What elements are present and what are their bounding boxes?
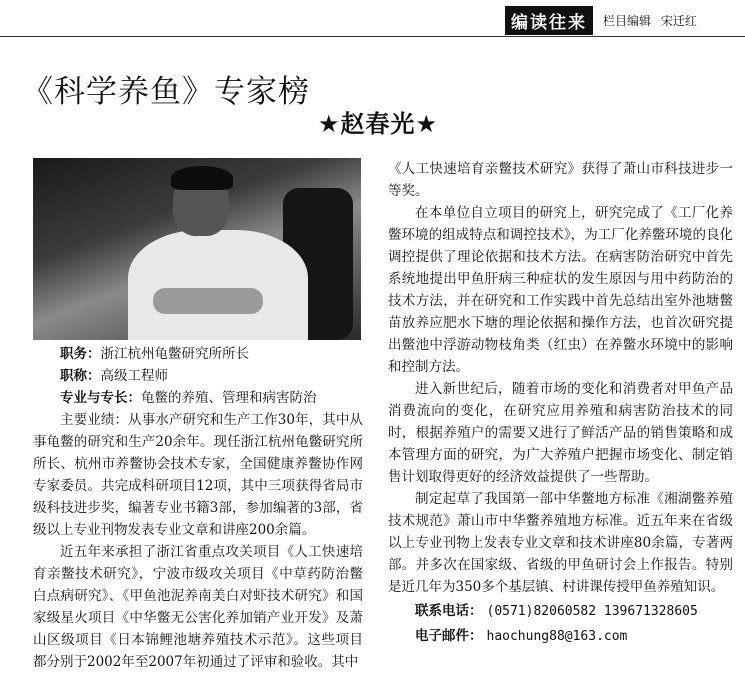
column-name: 编读往来 xyxy=(511,12,587,33)
body-paragraph: 制定起草了我国第一部中华鳖地方标准《湘湖鳖养殖技术规范》萧山市中华鳖养殖地方标准。近五年来在省级以上专业刊物上发表专业文章和技术讲座80余篇，专著两部。并多次在国家级、省级的甲鱼研讨会上作报告。特别是近几年为350多个基层镇、村讲课传授甲鱼养殖知识。 xyxy=(388,491,733,595)
photo-hair xyxy=(171,166,233,190)
right-column xyxy=(388,158,733,648)
position-value: 浙江杭州龟鳖研究所所长 xyxy=(100,346,249,362)
editor-credit xyxy=(603,12,697,29)
expert-name: ★赵春光★ xyxy=(318,110,439,138)
editor-name: 宋迁红 xyxy=(660,13,697,28)
column-header xyxy=(505,6,697,34)
body-paragraph: 主要业绩：从事水产研究和生产工作30年，其中从事龟鳖的研究和生产20余年。现任浙江杭州龟鳖研究所所长、杭州市养鳖协会技术专家，全国健康养鳖协作网专家委员。共完成科研项目12项，其中三项获得省局市级科技进步奖，编著专业书籍3部，参加编著的3部，省级以上专业刊物发表专业文章和讲座200余篇。 xyxy=(33,412,363,538)
specialty-line xyxy=(33,387,363,409)
editor-label: 栏目编辑 xyxy=(603,13,652,28)
body-paragraph: 《人工快速培育亲鳖技术研究》获得了萧山市科技进步一等奖。 xyxy=(388,161,733,199)
phone-label: 联系电话： xyxy=(415,603,483,619)
left-column xyxy=(33,343,363,673)
body-paragraph: 进入新世纪后，随着市场的变化和消费者对甲鱼产品消费流向的变化，在研究应用养殖和病害防治技术的同时，根据养殖户的需要又进行了鲜活产品的销售策略和成本管理方面的研究，为广大养殖户把握市场变化、制定销售计划取得更好的经济效益提供了一些帮助。 xyxy=(388,381,733,485)
header-rule xyxy=(0,36,745,37)
column-name-badge xyxy=(505,6,593,35)
position-label: 职务： xyxy=(60,346,101,362)
page-title: 《科学养鱼》专家榜 xyxy=(22,74,310,110)
specialty-value: 龟鳖的养殖、管理和病害防治 xyxy=(141,390,317,406)
body-paragraph: 在本单位自立项目的研究上，研究完成了《工厂化养鳖环境的组成特点和调控技术》，为工厂化养鳖环境的良化调控提供了理论依据和技术方法。在病害防治研究中首先系统地提出甲鱼肝病三种症状的发生原因与用中药防治的技术方法，并在研究和工作实践中首先总结出室外池塘鳖苗放养应肥水下塘的理论依据和操作方法，也首次研究提出鳖池中浮游动物枝角类（红虫）在养鳖水环境中的影响和控制方法。 xyxy=(388,205,733,375)
rank-value: 高级工程师 xyxy=(100,368,168,384)
photo-shirt xyxy=(128,230,308,340)
position-line xyxy=(33,343,363,365)
phone-value: (0571)82060582 13967132860​5 xyxy=(486,604,698,619)
rank-line xyxy=(33,365,363,387)
email-label: 电子邮件： xyxy=(415,628,483,644)
specialty-label: 专业与专长： xyxy=(60,390,141,406)
contact-email xyxy=(388,625,733,648)
email-value: haochung88@163.com xyxy=(486,629,628,644)
rank-label: 职称： xyxy=(60,368,101,384)
body-paragraph: 近五年来承担了浙江省重点攻关项目《人工快速培育亲鳖技术研究》，宁波市级攻关项目《中草药防治鳖白点病研究》、《甲鱼池泥养南美白对虾技术研究》和国家级星火项目《中华鳖无公害化养加销产业开发》及萧山区级项目《日本锦鲤池塘养殖技术示范》。这些项目都分别于2002年至2007年初通过了评审和验收。其中 xyxy=(33,544,363,670)
photo-arm xyxy=(153,288,263,314)
expert-photo xyxy=(33,158,361,340)
contact-phone xyxy=(388,600,733,623)
